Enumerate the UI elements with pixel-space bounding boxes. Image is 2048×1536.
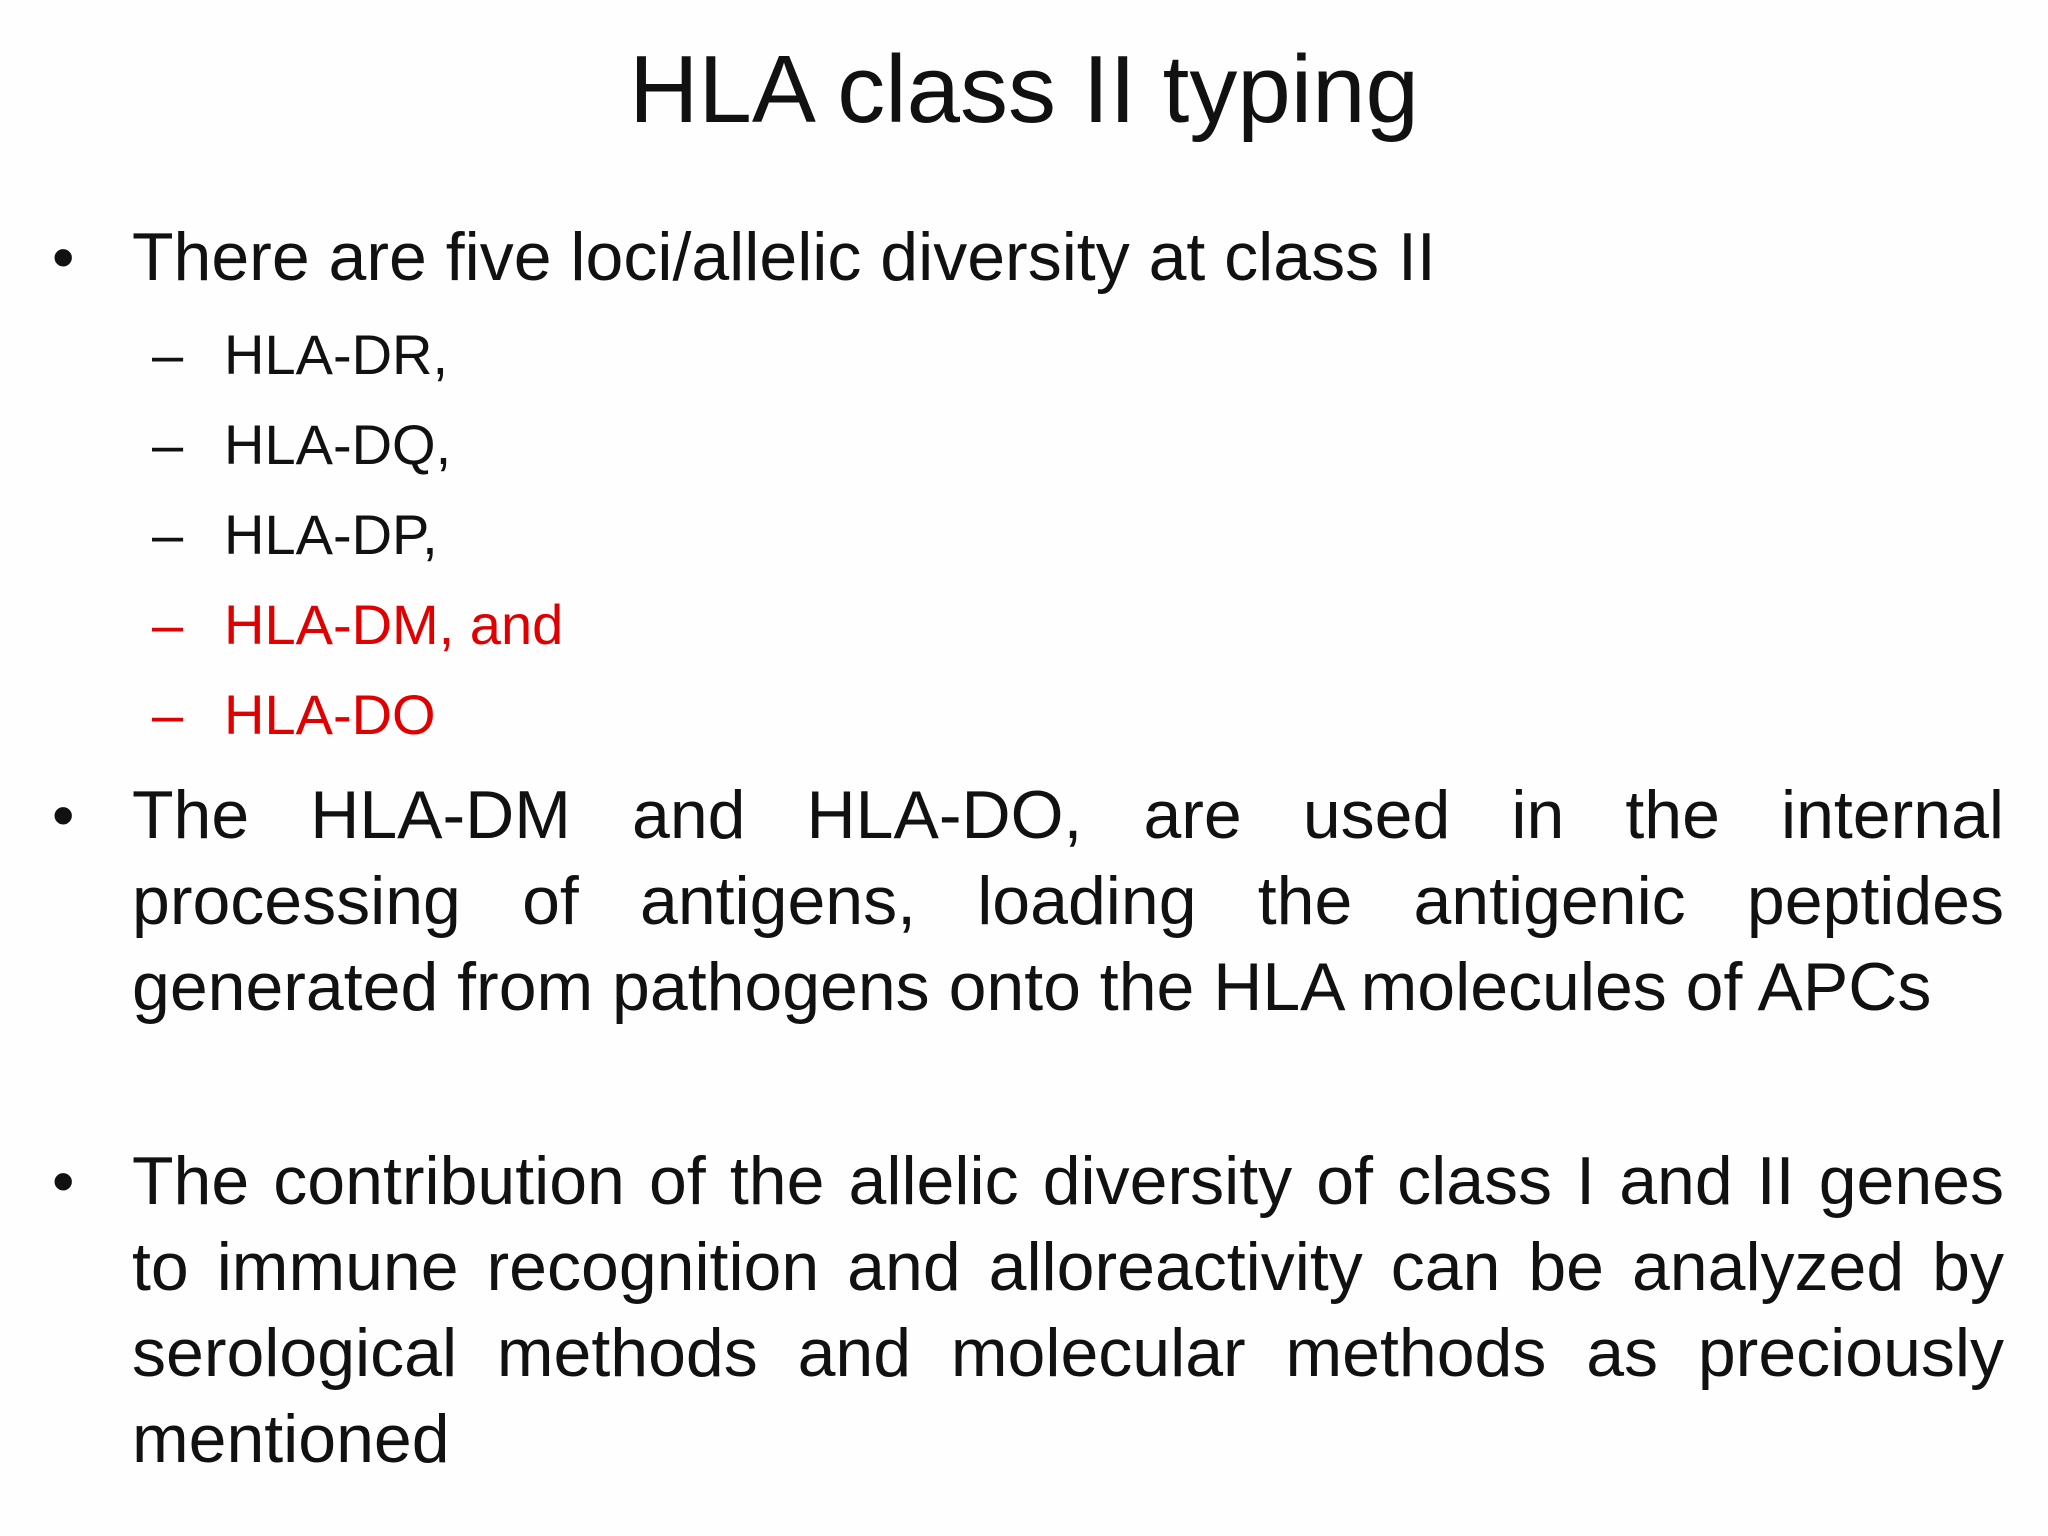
slide-title: HLA class II typing bbox=[629, 36, 1419, 143]
bullet-item-1 bbox=[52, 214, 2002, 304]
bullet-marker: • bbox=[52, 221, 75, 293]
sub-item-hla-dp bbox=[152, 490, 1352, 580]
sub-item-text: HLA-DP, bbox=[224, 503, 438, 566]
bullet-text-2: The HLA-DM and HLA-DO, are used in the internal processing of antigens, loading the antigenic peptides generated from pathogens onto the HLA molecules of APCs bbox=[132, 777, 2004, 1025]
sub-marker: – bbox=[152, 593, 184, 656]
sub-item-text: HLA-DO bbox=[224, 683, 436, 746]
sub-item-hla-dq bbox=[152, 400, 1352, 490]
sub-item-text: HLA-DM, and bbox=[224, 593, 564, 656]
bullet-marker: • bbox=[52, 1145, 75, 1217]
bullet-item-2 bbox=[52, 772, 2002, 1122]
sub-marker: – bbox=[152, 503, 184, 566]
sub-marker: – bbox=[152, 413, 184, 476]
sub-marker: – bbox=[152, 683, 184, 746]
sub-item-hla-dm bbox=[152, 580, 1352, 670]
sub-item-text: HLA-DQ, bbox=[224, 413, 452, 476]
sub-marker: – bbox=[152, 323, 184, 386]
sub-item-hla-dr bbox=[152, 310, 1352, 400]
bullet-text-1: There are five loci/allelic diversity at class II bbox=[132, 219, 1436, 295]
bullet-item-3 bbox=[52, 1138, 2002, 1488]
bullet-text-3: The contribution of the allelic diversity of class I and II genes to immune recognition and alloreactivity can be analyzed by serological methods and molecular methods as preciously mentioned bbox=[132, 1143, 2004, 1477]
sub-item-text: HLA-DR, bbox=[224, 323, 449, 386]
sub-item-hla-do bbox=[152, 670, 1352, 760]
bullet-marker: • bbox=[52, 779, 75, 851]
